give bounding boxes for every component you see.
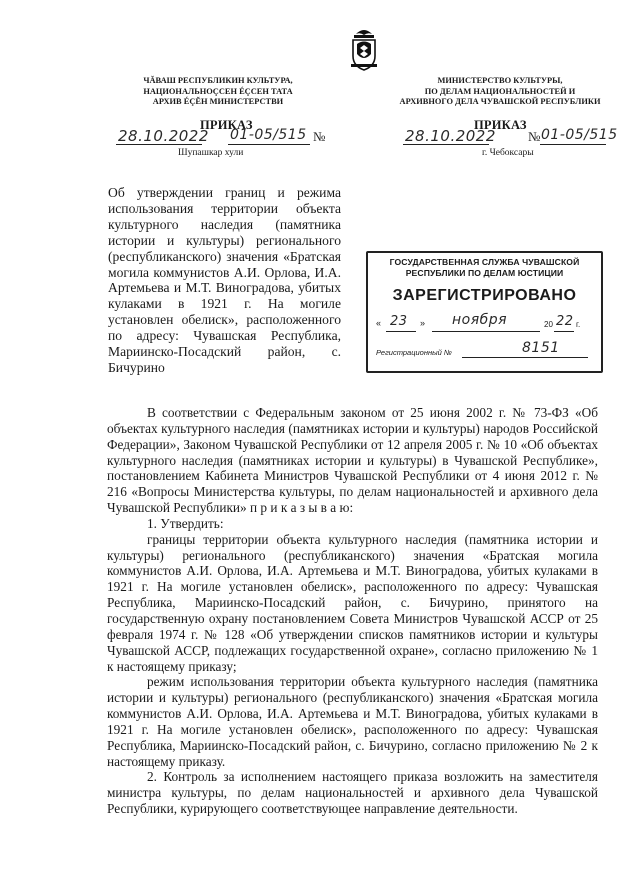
stamp-regnum-row (376, 340, 591, 360)
stamp-quote-close: » (420, 318, 426, 328)
right-number-line (540, 144, 606, 145)
stamp-date-row (376, 312, 591, 335)
stamp-month-handwritten: ноября (452, 312, 508, 328)
stamp-month-line (432, 331, 540, 332)
right-prikaz-heading: ПРИКАЗ (474, 118, 527, 132)
stamp-year-handwritten: 22 (556, 314, 574, 329)
boundaries-paragraph: границы территории объекта культурного наследия (памятника истории и культуры) регионального (республиканского) значения «Братская могила коммунистов А.И. Орлова, И.А. Артемьева и М.Т. Виноградова, убитых кулаками в 1921 г. На могиле установлен обелиск», расположенного по адресу: Чувашская Республика, Мариинско-Посадский район, с. Бичурино, принятого на государственную охрану постановлением Совета Министров Чувашской АССР от 25 февраля 1974 г. № 128 «Об утверждении списков памятников истории и культуры Чувашской АССР, подлежащих государственной охране», согласно приложению № 1 к настоящему приказу; (107, 531, 598, 674)
order-body (107, 405, 598, 817)
left-city: Шупашкар хули (178, 148, 244, 158)
stamp-year-g: г. (576, 320, 581, 329)
coat-of-arms-emblem (347, 26, 381, 72)
right-date-handwritten: 28.10.2022 (405, 127, 496, 145)
item-2-paragraph: 2. Контроль за исполнением настоящего приказа возложить на заместителя министра культуры, по делам национальностей и архивного дела Чувашской Республики, курирующего соответствующее направление деятельности. (107, 769, 598, 817)
stamp-day-line (386, 331, 416, 332)
order-title: Об утверждении границ и режима использования территории объекта культурного наследия (памятника истории и культуры) регионального (республиканского) значения «Братская могила коммунистов А.И. Орлова, И.А. Артемьева и М.Т. Виноградова, убитых кулаками в 1921 г. На могиле установлен обелиск», расположенного по адресу: Чувашская Республика, Мариинско-Посадский район, с. Бичурино (108, 185, 341, 375)
stamp-regnum-line (462, 357, 588, 358)
right-date-line (403, 144, 489, 145)
left-number-sign: № (313, 129, 326, 144)
item-1-heading: 1. Утвердить: (147, 515, 224, 531)
left-date-line (116, 144, 202, 145)
stamp-regnum-label: Регистрационный № (376, 348, 452, 357)
left-prikaz-heading: ПРИКАЗ (200, 118, 253, 132)
stamp-agency-line2: РЕСПУБЛИКИ ПО ДЕЛАМ ЮСТИЦИИ (405, 267, 564, 278)
left-date-handwritten: 28.10.2022 (118, 127, 209, 145)
stamp-agency-line1: ГОСУДАРСТВЕННАЯ СЛУЖБА ЧУВАШСКОЙ (389, 257, 580, 267)
stamp-registered-label: ЗАРЕГИСТРИРОВАНО (392, 287, 577, 304)
preamble-paragraph: В соответствии с Федеральным законом от 25 июня 2002 г. № 73-ФЗ «Об объектах культурного наследия (памятниках истории и культуры) народов Российской Федерации», Законом Чувашской Республики от 12 апреля 2005 г. № 10 «Об объектах культурного наследия (памятниках истории и культуры) в Чувашской Республике», постановлением Кабинета Министров Чувашской Республики от 4 июня 2012 г. № 216 «Вопросы Министерства культуры, по делам национальностей и архивного дела Чувашской Республики» п р и к а з ы в а ю: (107, 405, 598, 516)
stamp-day-handwritten: 23 (390, 314, 408, 329)
left-number-handwritten: 01-05/515 (230, 127, 307, 143)
stamp-regnum-handwritten: 8151 (522, 340, 560, 356)
stamp-quote-open: « (376, 318, 382, 328)
usage-regime-paragraph: режим использования территории объекта культурного наследия (памятника истории и культуры) регионального (республиканского) значения «Братская могила коммунистов А.И. Орлова, И.А. Артемьева и М.Т. Виноградова, убитых кулаками в 1921 г. На могиле установлен обелиск», расположенного по адресу: Чувашская Республика, Мариинско-Посадский район, с. Бичурино, согласно приложению № 2 к настоящему приказу. (107, 674, 598, 769)
registration-stamp (366, 251, 603, 373)
stamp-year-prefix: 20 (544, 320, 553, 329)
left-number-line (228, 144, 310, 145)
left-organization-name: ЧĂВАШ РЕСПУБЛИКИН КУЛЬТУРА, НАЦИОНАЛЬНОÇСЕН ÉÇСЕН ТАТА АРХИВ ÉÇĔН МИНИСТЕРСТВИ (143, 76, 293, 106)
right-organization-name: МИНИСТЕРСТВО КУЛЬТУРЫ, ПО ДЕЛАМ НАЦИОНАЛЬНОСТЕЙ И АРХИВНОГО ДЕЛА ЧУВАШСКОЙ РЕСПУБЛИКИ (399, 76, 601, 106)
right-number-handwritten: 01-05/515 (541, 127, 618, 143)
stamp-year-line (554, 331, 574, 332)
right-number-sign: № (528, 129, 541, 144)
right-city: г. Чебоксары (482, 148, 534, 158)
